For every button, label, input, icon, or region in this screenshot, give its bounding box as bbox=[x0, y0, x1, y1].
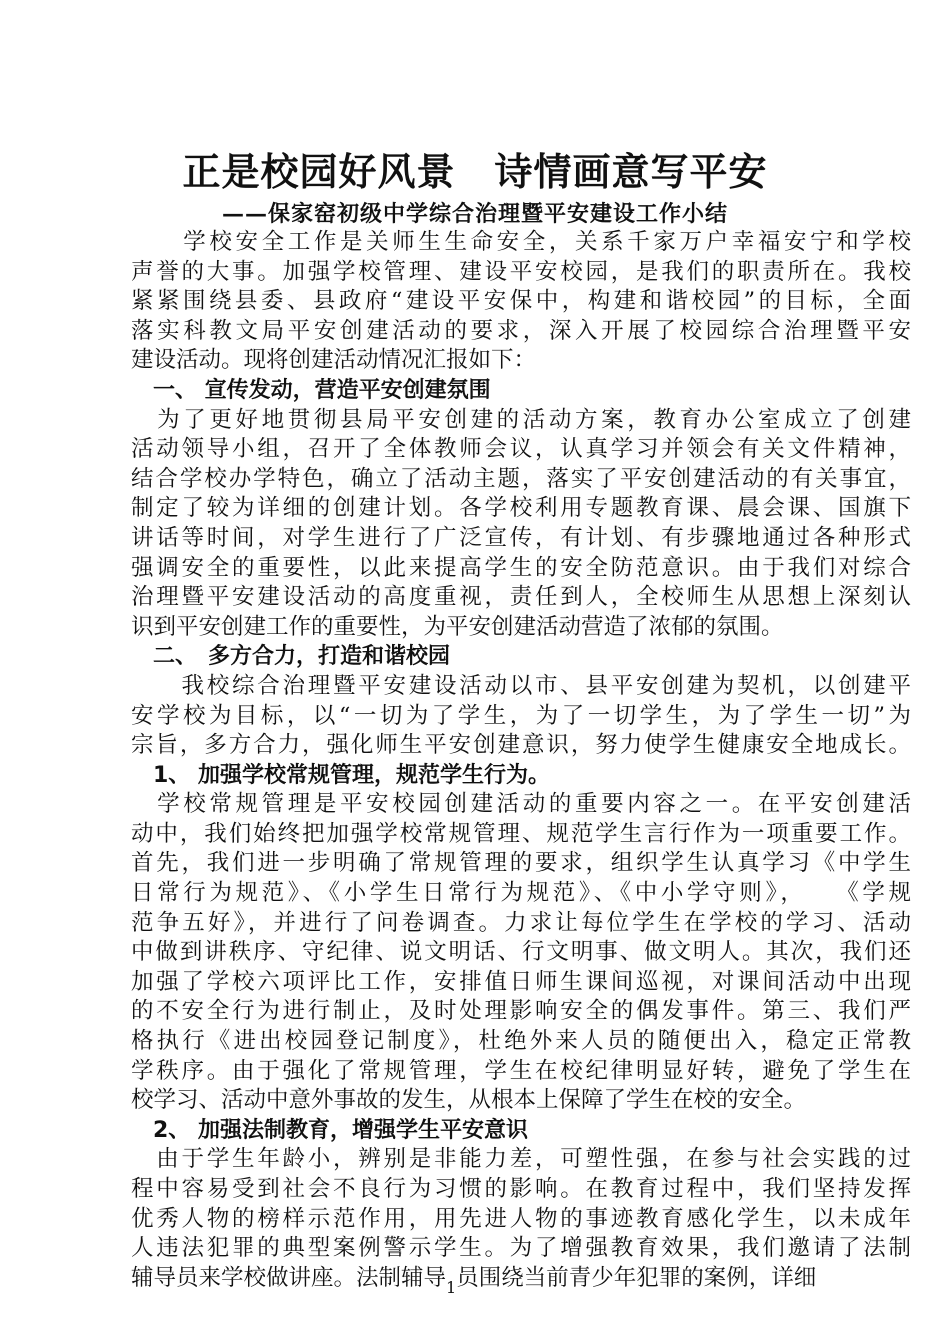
body-text-line: 范争五好》，并进行了问卷调查。力求让每位学生在学校的学习、活动 bbox=[131, 909, 911, 936]
body-text-line: 声誉的大事。加强学校管理、建设平安校园，是我们的职责所在。我校 bbox=[131, 258, 911, 285]
body-text-line: 识到平安创建工作的重要性，为平安创建活动营造了浓郁的氛围。 bbox=[131, 613, 784, 640]
page-number: 1 bbox=[446, 1277, 457, 1297]
body-text-line: 讲话等时间，对学生进行了广泛宣传，有计划、有步骤地通过各种形式 bbox=[131, 524, 911, 551]
body-text-line: 结合学校办学特色，确立了活动主题，落实了平安创建活动的有关事宜， bbox=[131, 465, 911, 492]
section-heading: 2、 加强法制教育，增强学生平安意识 bbox=[131, 1117, 528, 1143]
body-text-line: 为了更好地贯彻县局平安创建的活动方案，教育办公室成立了创建 bbox=[131, 406, 911, 433]
body-text-line: 程中容易受到社会不良行为习惯的影响。在教育过程中，我们坚持发挥 bbox=[131, 1176, 911, 1202]
body-text-line: 的不安全行为进行制止，及时处理影响安全的偶发事件。第三、我们严 bbox=[131, 998, 911, 1025]
body-text-line: 我校综合治理暨平安建设活动以市、县平安创建为契机，以创建平 bbox=[131, 672, 911, 699]
body-text-line: 动中，我们始终把加强学校常规管理、规范学生言行作为一项重要工作。 bbox=[131, 820, 911, 847]
body-text-line: 学校常规管理是平安校园创建活动的重要内容之一。在平安创建活 bbox=[131, 791, 911, 818]
body-text-line: 加强了学校六项评比工作，安排值日师生课间巡视，对课间活动中出现 bbox=[131, 968, 911, 995]
body-text-line: 中做到讲秩序、守纪律、说文明话、行文明事、做文明人。其次，我们还 bbox=[131, 939, 911, 966]
body-text-line: 紧紧围绕县委、县政府“建设平安保中，构建和谐校园”的目标，全面 bbox=[131, 288, 911, 315]
body-text-line: 活动领导小组，召开了全体教师会议，认真学习并领会有关文件精神， bbox=[131, 436, 911, 463]
body-text-line: 人违法犯罪的典型案例警示学生。为了增强教育效果，我们邀请了法制 bbox=[131, 1235, 911, 1262]
body-text-line: 强调安全的重要性，以此来提高学生的安全防范意识。由于我们对综合 bbox=[131, 554, 911, 581]
body-text-line: 校学习、活动中意外事故的发生，从根本上保障了学生在校的安全。 bbox=[131, 1087, 807, 1114]
body-text-line: 建设活动。现将创建活动情况汇报如下： bbox=[131, 347, 537, 374]
section-heading: 1、 加强学校常规管理，规范学生行为。 bbox=[131, 762, 550, 788]
body-text-line: 落实科教文局平安创建活动的要求，深入开展了校园综合治理暨平安 bbox=[131, 317, 911, 344]
body-text-line: 学秩序。由于强化了常规管理，学生在校纪律明显好转，避免了学生在 bbox=[131, 1057, 911, 1084]
section-heading: 一、 宣传发动，营造平安创建氛围 bbox=[131, 377, 491, 403]
page-title: 正是校园好风景 诗情画意写平安 bbox=[182, 150, 768, 194]
body-text-line: 学校安全工作是关师生生命安全，关系千家万户幸福安宁和学校 bbox=[131, 229, 911, 255]
body-text-line: 优秀人物的榜样示范作用，用先进人物的事迹教育感化学生，以未成年 bbox=[131, 1205, 911, 1232]
body-text-line: 日常行为规范》、《小学生日常行为规范》、《中小学守则》， 《学规 bbox=[131, 880, 911, 907]
body-text-line: 首先，我们进一步明确了常规管理的要求，组织学生认真学习《中学生 bbox=[131, 850, 911, 877]
body-text-fragment: 辅导员来学校做讲座。法制辅导 bbox=[131, 1264, 447, 1291]
page-subtitle: ——保家窑初级中学综合治理暨平安建设工作小结 bbox=[221, 201, 728, 227]
body-text-line: 宗旨，多方合力，强化师生平安创建意识，努力使学生健康安全地成长。 bbox=[131, 732, 911, 759]
body-text-line: 治理暨平安建设活动的高度重视，责任到人，全校师生从思想上深刻认 bbox=[131, 584, 911, 611]
section-heading: 二、 多方合力，打造和谐校园 bbox=[131, 644, 451, 670]
body-text-line: 安学校为目标，以“一切为了学生，为了一切学生，为了学生一切”为 bbox=[131, 702, 911, 729]
body-text-line: 由于学生年龄小，辨别是非能力差，可塑性强，在参与社会实践的过 bbox=[131, 1146, 911, 1173]
body-text-line: 格执行《进出校园登记制度》，杜绝外来人员的随便出入，稳定正常教 bbox=[131, 1028, 911, 1055]
body-text-fragment: 员围绕当前青少年犯罪的案例，详细 bbox=[456, 1264, 817, 1291]
body-text-line bbox=[131, 1264, 911, 1297]
body-text-line: 制定了较为详细的创建计划。各学校利用专题教育课、晨会课、国旗下 bbox=[131, 495, 911, 522]
document-body bbox=[131, 228, 911, 1297]
